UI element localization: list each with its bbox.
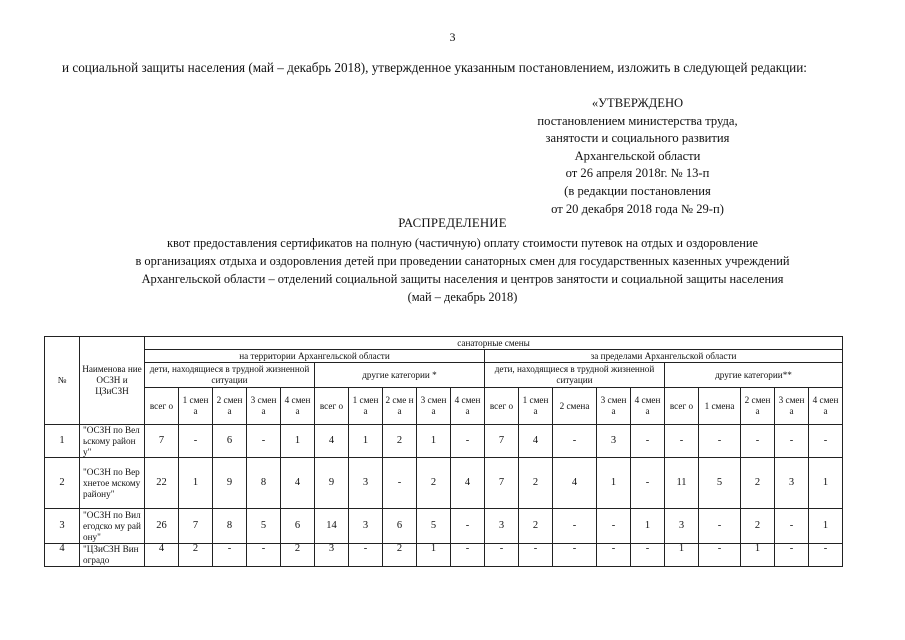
quota-cell: - <box>775 509 809 544</box>
quota-cell: 3 <box>597 425 631 458</box>
page-number: 3 <box>449 30 456 44</box>
quota-cell: - <box>451 509 485 544</box>
quota-cell: 7 <box>485 425 519 458</box>
header-shift-column: 2 смена <box>553 388 597 425</box>
table-row <box>45 458 843 509</box>
approval-line: «УТВЕРЖДЕНО <box>591 96 684 110</box>
quota-cell: - <box>247 425 281 458</box>
quota-cell: 8 <box>247 458 281 509</box>
row-number: 2 <box>45 458 80 509</box>
quota-cell: - <box>741 425 775 458</box>
quota-cell: 1 <box>631 509 665 544</box>
quota-cell: - <box>451 425 485 458</box>
header-inside-region: на территории Архангельской области <box>145 350 485 363</box>
header-shift-column: 3 смен а <box>247 388 281 425</box>
header-shift-column: 4 смен а <box>631 388 665 425</box>
header-difficult-inside: дети, находящиеся в трудной жизненной ситуации <box>145 363 315 388</box>
quota-cell: 3 <box>775 458 809 509</box>
header-shift-column: 1 смен а <box>349 388 383 425</box>
subtitle-line: (май – декабрь 2018) <box>407 290 518 304</box>
quota-cell: 2 <box>383 544 417 567</box>
document-subtitle <box>40 234 885 306</box>
row-office-name: "ОСЗН по Вельскому району" <box>80 425 145 458</box>
row-number: 1 <box>45 425 80 458</box>
quota-cell: 1 <box>597 458 631 509</box>
quota-cell: - <box>809 544 843 567</box>
header-shift-column: всег о <box>665 388 699 425</box>
quota-cell: 1 <box>741 544 775 567</box>
quota-cell: 22 <box>145 458 179 509</box>
quota-cell: 4 <box>145 544 179 567</box>
quota-cell: 1 <box>179 458 213 509</box>
quota-cell: 2 <box>417 458 451 509</box>
quota-cell: 2 <box>179 544 213 567</box>
header-shift-column: всег о <box>315 388 349 425</box>
quota-cell: - <box>247 544 281 567</box>
quota-cell: 2 <box>741 509 775 544</box>
header-other-inside: другие категории * <box>315 363 485 388</box>
approval-line: (в редакции постановления <box>564 183 711 198</box>
header-shift-column: 2 сме на <box>383 388 417 425</box>
quota-cell: 3 <box>349 458 383 509</box>
quota-cell: 4 <box>281 458 315 509</box>
quota-cell: - <box>809 425 843 458</box>
quota-cell: - <box>553 425 597 458</box>
quota-cell: 6 <box>383 509 417 544</box>
header-shift-column: 4 смен а <box>281 388 315 425</box>
quota-cell: 3 <box>349 509 383 544</box>
header-shift-column: 1 смен а <box>179 388 213 425</box>
quota-cell: - <box>451 544 485 567</box>
quota-cell: 6 <box>213 425 247 458</box>
quota-cell: - <box>485 544 519 567</box>
quota-cell: - <box>553 509 597 544</box>
approval-block <box>490 95 785 218</box>
header-sanatorium-shifts: санаторные смены <box>145 337 843 350</box>
approval-line: Архангельской области <box>574 148 701 163</box>
header-shift-column: 1 смен а <box>519 388 553 425</box>
row-office-name: "ЦЗиСЗН Виноградо <box>80 544 145 567</box>
quota-cell: 1 <box>349 425 383 458</box>
approval-line: от 26 апреля 2018г. № 13-п <box>565 166 710 181</box>
header-difficult-outside: дети, находящиеся в трудной жизненной ситуации <box>485 363 665 388</box>
quota-cell: - <box>775 544 809 567</box>
quota-cell: 4 <box>519 425 553 458</box>
header-shift-column: всег о <box>145 388 179 425</box>
header-number: № <box>45 337 80 425</box>
quota-cell: 1 <box>665 544 699 567</box>
document-title: РАСПРЕДЕЛЕНИЕ <box>398 216 507 230</box>
quota-cell: - <box>553 544 597 567</box>
header-other-outside: другие категории** <box>665 363 843 388</box>
quota-cell: - <box>631 544 665 567</box>
subtitle-line: в организациях отдыха и оздоровления детей при проведении санаторных смен для государственных казенных учреждений <box>135 254 790 268</box>
quota-cell: 7 <box>179 509 213 544</box>
header-shift-column: 3 смен а <box>775 388 809 425</box>
header-shift-column: всег о <box>485 388 519 425</box>
intro-paragraph: и социальной защиты населения (май – декабрь 2018), утвержденное указанным постановлением, изложить в следующей редакции: <box>62 60 807 75</box>
row-office-name: "ОСЗН по Вилегодско му району" <box>80 509 145 544</box>
table-row <box>45 509 843 544</box>
quota-cell: 2 <box>281 544 315 567</box>
quota-cell: - <box>597 509 631 544</box>
quota-cell: 7 <box>485 458 519 509</box>
header-shift-column: 1 смена <box>699 388 741 425</box>
quota-cell: 1 <box>809 458 843 509</box>
header-shift-column: 3 смен а <box>597 388 631 425</box>
subtitle-line: квот предоставления сертификатов на полную (частичную) оплату стоимости путевок на отдых и оздоровление <box>167 236 758 250</box>
quota-cell: 9 <box>213 458 247 509</box>
header-shift-column: 3 смен а <box>417 388 451 425</box>
approval-line: занятости и социального развития <box>545 131 730 146</box>
quota-cell: 7 <box>145 425 179 458</box>
quota-cell: - <box>213 544 247 567</box>
quota-cell: - <box>519 544 553 567</box>
quota-cell: 11 <box>665 458 699 509</box>
header-shift-column: 4 смен а <box>451 388 485 425</box>
quota-cell: 8 <box>213 509 247 544</box>
quota-cell: - <box>699 425 741 458</box>
quota-cell: 4 <box>451 458 485 509</box>
quota-cell: 5 <box>247 509 281 544</box>
header-shift-column: 2 смен а <box>741 388 775 425</box>
quota-cell: 9 <box>315 458 349 509</box>
quota-cell: 1 <box>417 425 451 458</box>
quota-cell: - <box>699 544 741 567</box>
quota-cell: 3 <box>485 509 519 544</box>
quota-cell: 3 <box>315 544 349 567</box>
header-shift-column: 2 смен а <box>213 388 247 425</box>
quota-cell: 5 <box>417 509 451 544</box>
quota-cell: - <box>665 425 699 458</box>
row-office-name: "ОСЗН по Верхнетое мскому району" <box>80 458 145 509</box>
quota-cell: - <box>597 544 631 567</box>
row-number: 4 <box>45 544 80 567</box>
approval-line: постановлением министерства труда, <box>537 113 738 128</box>
quota-table-container <box>44 336 840 567</box>
quota-cell: 1 <box>281 425 315 458</box>
quota-cell: 5 <box>699 458 741 509</box>
table-row <box>45 544 843 567</box>
quota-cell: 4 <box>553 458 597 509</box>
quota-cell: 4 <box>315 425 349 458</box>
header-name: Наименова ние ОСЗН и ЦЗиСЗН <box>80 337 145 425</box>
header-shift-column: 4 смен а <box>809 388 843 425</box>
subtitle-line: Архангельской области – отделений социальной защиты населения и центров занятости и социальной защиты населения <box>141 272 784 286</box>
quota-cell: 1 <box>417 544 451 567</box>
quota-cell: - <box>775 425 809 458</box>
row-number: 3 <box>45 509 80 544</box>
table-row <box>45 425 843 458</box>
quota-cell: 2 <box>519 458 553 509</box>
quota-cell: - <box>349 544 383 567</box>
quota-cell: 3 <box>665 509 699 544</box>
quota-cell: 6 <box>281 509 315 544</box>
quota-cell: 14 <box>315 509 349 544</box>
quota-cell: - <box>383 458 417 509</box>
quota-cell: 2 <box>519 509 553 544</box>
quota-cell: - <box>631 425 665 458</box>
approval-line: от 20 декабря 2018 года № 29-п) <box>551 201 724 216</box>
quota-cell: 26 <box>145 509 179 544</box>
header-outside-region: за пределами Архангельской области <box>485 350 843 363</box>
quota-cell: - <box>699 509 741 544</box>
quota-cell: 2 <box>741 458 775 509</box>
quota-table <box>44 336 843 567</box>
quota-cell: 2 <box>383 425 417 458</box>
quota-cell: 1 <box>809 509 843 544</box>
quota-cell: - <box>631 458 665 509</box>
quota-cell: - <box>179 425 213 458</box>
